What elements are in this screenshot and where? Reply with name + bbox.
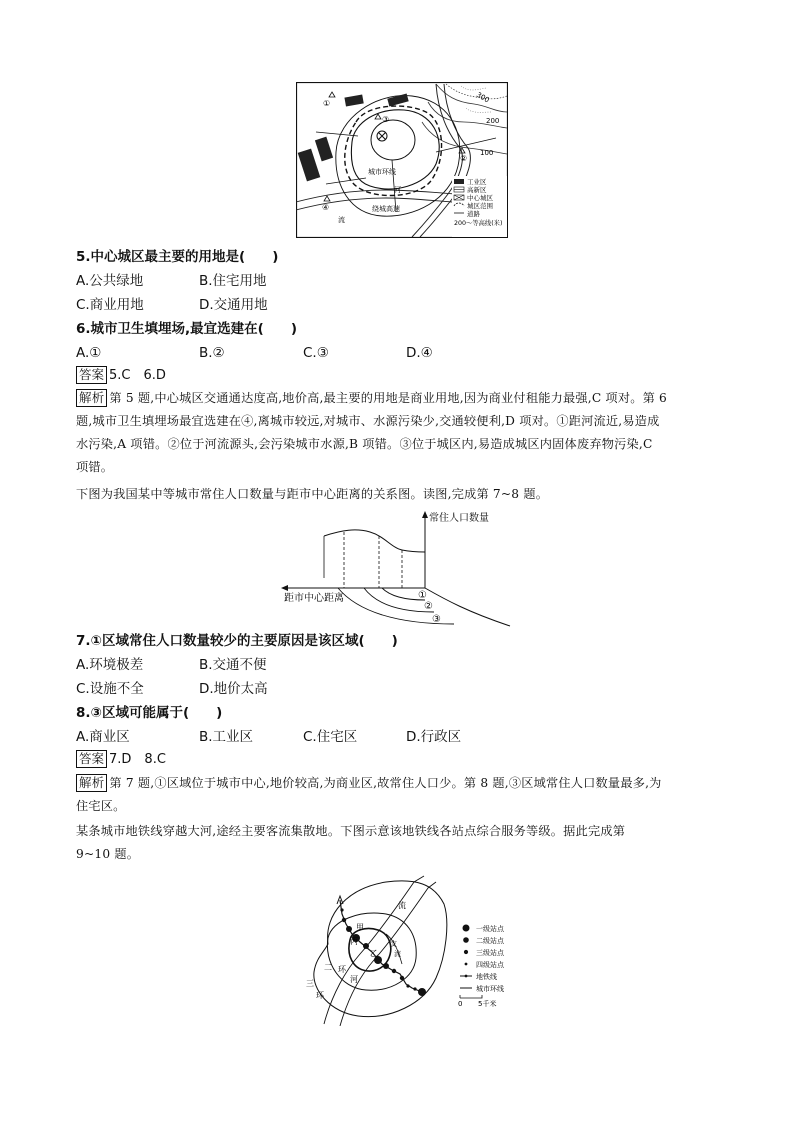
subway-map xyxy=(294,874,520,1026)
question-5: 5.中心城区最主要的用地是( ) xyxy=(76,249,279,265)
svg-text:地铁线: 地铁线 xyxy=(476,973,497,981)
station-bing-label: 丙 xyxy=(350,937,358,946)
explanation-tag: 解析 xyxy=(76,389,107,407)
q7-option-c[interactable]: C.设施不全 xyxy=(76,681,144,697)
q7-option-b[interactable]: B.交通不便 xyxy=(199,657,267,673)
q6-option-a[interactable]: A.① xyxy=(76,345,102,361)
station-level-3 xyxy=(400,976,404,980)
highway-label: 绕城高速 xyxy=(372,205,400,213)
answer-5-6 xyxy=(76,365,166,387)
contour-100-label: 100 xyxy=(480,149,494,157)
svg-text:道路: 道路 xyxy=(467,210,480,218)
question-7: 7.①区域常住人口数量较少的主要原因是该区域( ) xyxy=(76,633,398,649)
station-level-2 xyxy=(346,926,352,932)
x-axis-label: 距市中心距离 xyxy=(284,593,344,604)
svg-text:0: 0 xyxy=(458,1000,463,1008)
river-label: 流 xyxy=(398,901,406,910)
station-level-4 xyxy=(406,984,409,987)
ring-road-label: 城市环线 xyxy=(368,168,396,176)
svg-text:200～等高线(米): 200～等高线(米) xyxy=(454,220,503,227)
population-curve xyxy=(324,530,425,552)
zone-2-label: ② xyxy=(424,601,433,612)
svg-text:5千米: 5千米 xyxy=(478,1000,497,1008)
q7-option-a[interactable]: A.环境极差 xyxy=(76,657,144,673)
station-level-3 xyxy=(342,918,346,922)
q8-option-c[interactable]: C.住宅区 xyxy=(303,729,358,745)
q7-option-d[interactable]: D.地价太高 xyxy=(199,681,268,697)
x-axis-arrow-icon xyxy=(281,585,288,591)
river-label-2: 河 xyxy=(350,975,358,984)
q5-option-b[interactable]: B.住宅用地 xyxy=(199,273,267,289)
intro-9-10: 某条城市地铁线穿越大河,途经主要客流集散地。下图示意该地铁线各站点综合服务等级。据此完成第 9~10 题。 xyxy=(76,824,626,861)
site-3-label: ③ xyxy=(382,115,390,124)
svg-text:三级站点: 三级站点 xyxy=(476,949,504,957)
station-jia-label: 甲 xyxy=(356,923,364,932)
zone-3-label: ③ xyxy=(432,614,441,625)
svg-text:城区范围: 城区范围 xyxy=(467,202,493,210)
q8-option-b[interactable]: B.工业区 xyxy=(199,729,254,745)
map2-legend xyxy=(458,924,505,1008)
answer-text: 7.D 8.C xyxy=(109,752,166,767)
river-label: 河 xyxy=(394,186,401,194)
second-ring-label-2: 环 xyxy=(338,965,346,974)
third-ring-label-2: 环 xyxy=(316,991,324,1000)
q6-option-d[interactable]: D.④ xyxy=(406,345,433,361)
station-level-4 xyxy=(413,987,416,990)
answer-tag: 答案 xyxy=(76,750,107,768)
question-6: 6.城市卫生填埋场,最宜选建在( ) xyxy=(76,321,297,337)
q6-option-c[interactable]: C.③ xyxy=(303,345,329,361)
branch-river-label-2: 流 xyxy=(394,950,401,958)
intro-7-8: 下图为我国某中等城市常住人口数量与距市中心距离的关系图。读图,完成第 7~8 题。 xyxy=(76,487,549,501)
answer-tag: 答案 xyxy=(76,366,107,384)
site-4-label: ④ xyxy=(322,203,330,212)
station-yi-label: 乙 xyxy=(370,949,378,958)
zone-1-label: ① xyxy=(418,590,427,601)
answer-text: 5.C 6.D xyxy=(109,368,166,383)
site-1-label: ① xyxy=(323,99,331,108)
q8-option-d[interactable]: D.行政区 xyxy=(406,729,462,745)
svg-text:工业区: 工业区 xyxy=(467,178,487,186)
contour-200-label: 200 xyxy=(486,117,500,125)
q6-option-b[interactable]: B.② xyxy=(199,345,225,361)
station-level-3 xyxy=(392,969,396,973)
second-ring-label-1: 二 xyxy=(324,963,332,972)
river-label-2: 流 xyxy=(338,216,345,224)
question-8: 8.③区域可能属于( ) xyxy=(76,705,223,721)
third-ring-label-1: 三 xyxy=(306,979,314,988)
svg-text:四级站点: 四级站点 xyxy=(476,961,504,969)
site-2-label: ② xyxy=(460,154,468,163)
station-level-1 xyxy=(418,988,426,996)
y-axis-label: 常住人口数量 xyxy=(429,513,489,524)
svg-text:二级站点: 二级站点 xyxy=(476,937,504,945)
map1-legend xyxy=(452,176,507,237)
y-axis-arrow-icon xyxy=(422,511,428,518)
svg-text:高新区: 高新区 xyxy=(467,186,487,194)
q5-option-c[interactable]: C.商业用地 xyxy=(76,297,144,313)
q5-option-a[interactable]: A.公共绿地 xyxy=(76,273,144,289)
population-distance-chart xyxy=(278,508,523,630)
q8-option-a[interactable]: A.商业区 xyxy=(76,729,130,745)
station-level-2 xyxy=(383,963,389,969)
station-level-2 xyxy=(363,943,369,949)
svg-text:一级站点: 一级站点 xyxy=(476,925,504,933)
river xyxy=(340,882,436,1026)
answer-7-8 xyxy=(76,749,166,771)
explanation-tag: 解析 xyxy=(76,774,107,792)
q5-option-d[interactable]: D.交通用地 xyxy=(199,297,268,313)
explanation-5-6: 解析 第 5 题,中心城区交通通达度高,地价高,最主要的用地是商业用地,因为商业付租能力最强,C 项对。第 6 题,城市卫生填埋场最宜选建在④,离城市较远,对城市、水源污染少,交通较便利,D 项对。①距河流近,易造成 水污染,A 项错。②位于河流源头,会污染城市水源,B 项错。③位于城区内,易造成城区内固体废弃物污染,C 项错。 xyxy=(76,390,668,474)
station-level-4 xyxy=(340,908,343,911)
branch-river-label-1: 支 xyxy=(390,940,397,948)
svg-text:中心城区: 中心城区 xyxy=(467,194,493,202)
city-landuse-map xyxy=(296,82,508,238)
svg-text:城市环线: 城市环线 xyxy=(476,985,504,993)
explanation-7-8: 解析 第 7 题,①区域位于城市中心,地价较高,为商业区,故常住人口少。第 8 题,③区域常住人口数量最多,为 住宅区。 xyxy=(76,775,662,813)
contour-300-label: 300 xyxy=(475,90,491,105)
dashed-guide xyxy=(344,532,402,588)
